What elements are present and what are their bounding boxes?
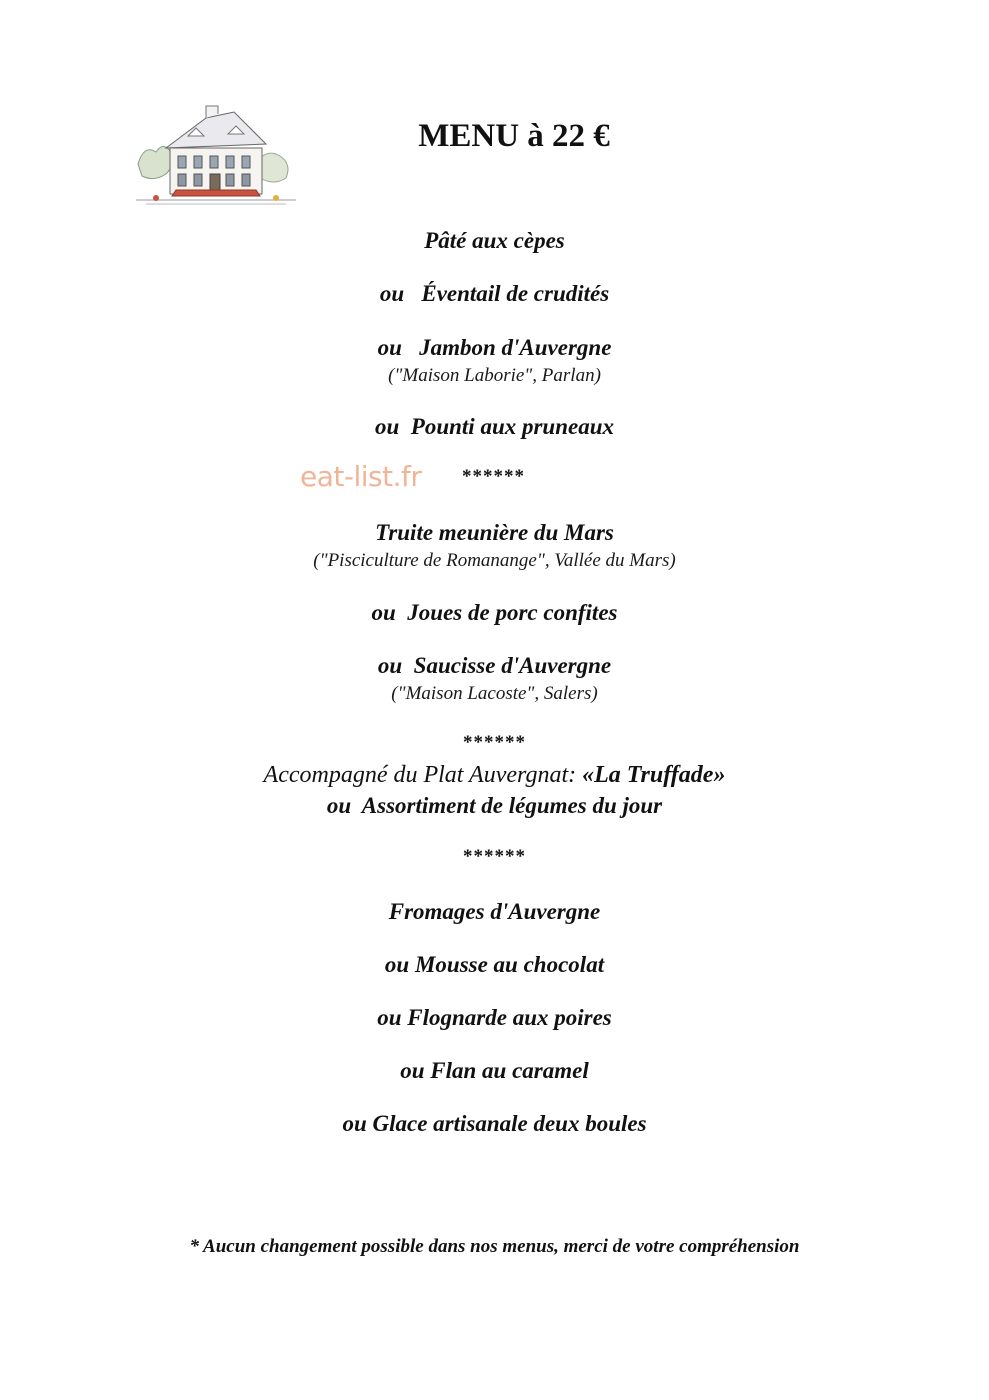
restaurant-building-illustration	[136, 104, 296, 214]
starter-pate-aux-cepes: Pâté aux cèpes	[424, 228, 565, 253]
main-saucisse-auvergne: ou Saucisse d'Auvergne	[377, 653, 612, 678]
menu-title: MENU à 22 €	[418, 118, 610, 154]
separator-stars-2: ******	[463, 732, 526, 753]
dessert-mousse-chocolat: ou Mousse au chocolat	[384, 952, 605, 977]
accompaniment-prefix: Accompagné du Plat Auvergnat:	[263, 762, 583, 788]
main-truite-meuniere: Truite meunière du Mars	[375, 520, 614, 545]
starter-eventail-crudites: ou Éventail de crudités	[379, 281, 610, 306]
separator-stars-3: ******	[463, 846, 526, 867]
accompaniment-alternative: ou Assortiment de légumes du jour	[326, 793, 663, 818]
main-saucisse-origin-note: ("Maison Lacoste", Salers)	[391, 683, 598, 704]
watermark-eat-list: eat-list.fr	[300, 460, 422, 493]
accompaniment-line	[0, 762, 989, 789]
dessert-flan-caramel: ou Flan au caramel	[400, 1058, 589, 1083]
dessert-glace-artisanale: ou Glace artisanale deux boules	[342, 1111, 647, 1136]
separator-stars-1: ******	[462, 466, 525, 487]
main-joues-de-porc: ou Joues de porc confites	[371, 600, 618, 625]
dessert-fromages-auvergne: Fromages d'Auvergne	[388, 899, 601, 924]
starter-jambon-origin-note: ("Maison Laborie", Parlan)	[388, 365, 601, 386]
accompaniment-truffade: «La Truffade»	[582, 762, 726, 788]
footer-disclaimer: * Aucun changement possible dans nos menus, merci de votre compréhension	[189, 1236, 800, 1257]
starter-pounti-aux-pruneaux: ou Pounti aux pruneaux	[374, 414, 615, 439]
starter-jambon-auvergne: ou Jambon d'Auvergne	[377, 335, 612, 360]
dessert-flognarde-poires: ou Flognarde aux poires	[377, 1005, 612, 1030]
main-truite-origin-note: ("Pisciculture de Romanange", Vallée du Mars)	[313, 550, 676, 571]
